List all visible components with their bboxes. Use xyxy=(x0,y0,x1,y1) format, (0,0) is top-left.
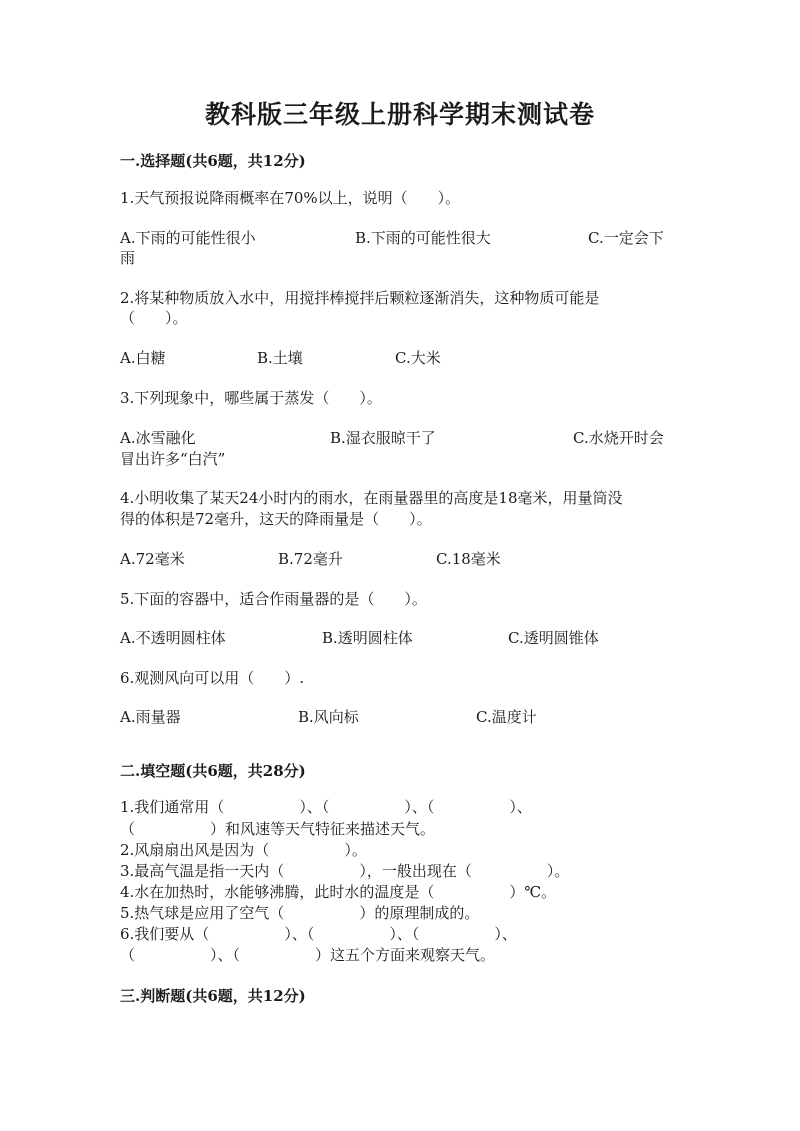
fill-line-4: 3.最高气温是指一天内（ ），一般出现在（ ）。 xyxy=(120,862,570,880)
question-6-stem: 6.观测风向可以用（ ）. xyxy=(120,669,305,687)
section-heading-choice: 一.选择题(共6题，共12分) xyxy=(120,152,306,170)
question-1-option-b: B.下雨的可能性很大 xyxy=(355,229,491,247)
fill-line-3: 2.风扇扇出风是因为（ ）。 xyxy=(120,841,367,859)
question-5-option-a: A.不透明圆柱体 xyxy=(120,629,226,647)
question-3-option-a: A.冰雪融化 xyxy=(120,429,196,447)
section-heading-judge: 三.判断题(共6题，共12分) xyxy=(120,987,306,1005)
question-6-option-a: A.雨量器 xyxy=(120,708,181,726)
exam-title: 教科版三年级上册科学期末测试卷 xyxy=(204,100,595,129)
question-6-option-c: C.温度计 xyxy=(476,708,537,726)
question-4-option-c: C.18毫米 xyxy=(436,550,501,568)
question-1-option-c: C.一定会下 xyxy=(588,229,664,247)
question-1-stem: 1.天气预报说降雨概率在70%以上，说明（ ）。 xyxy=(120,189,461,207)
question-1-option-c-wrap: 雨 xyxy=(120,249,136,267)
question-2-stem-line1: 2.将某种物质放入水中，用搅拌棒搅拌后颗粒逐渐消失，这种物质可能是 xyxy=(120,289,600,307)
fill-line-5: 4.水在加热时，水能够沸腾，此时水的温度是（ ）℃。 xyxy=(120,883,557,901)
question-4-option-a: A.72毫米 xyxy=(120,550,185,568)
question-2-option-c: C.大米 xyxy=(395,349,441,367)
question-5-option-c: C.透明圆锥体 xyxy=(508,629,599,647)
fill-line-2: （ ）和风速等天气特征来描述天气。 xyxy=(120,820,436,838)
question-3-option-b: B.湿衣服晾干了 xyxy=(330,429,436,447)
question-5-option-b: B.透明圆柱体 xyxy=(322,629,413,647)
question-3-stem: 3.下列现象中，哪些属于蒸发（ ）。 xyxy=(120,389,382,407)
fill-line-8: （ ）、（ ）这五个方面来观察天气。 xyxy=(120,946,496,964)
question-5-stem: 5.下面的容器中，适合作雨量器的是（ ）。 xyxy=(120,590,427,608)
question-4-stem-line1: 4.小明收集了某天24小时内的雨水，在雨量器里的高度是18毫米，用量筒没 xyxy=(120,489,623,507)
question-3-option-c: C.水烧开时会 xyxy=(573,429,664,447)
question-2-stem-line2: （ ）。 xyxy=(120,309,188,327)
question-3-option-c-wrap: 冒出许多“白汽” xyxy=(120,450,226,468)
question-1-option-a: A.下雨的可能性很小 xyxy=(120,229,256,247)
question-6-option-b: B.风向标 xyxy=(298,708,359,726)
section-heading-fill: 二.填空题(共6题，共28分) xyxy=(120,762,306,780)
fill-line-7: 6.我们要从（ ）、（ ）、（ ）、 xyxy=(120,925,517,943)
question-2-option-b: B.土壤 xyxy=(257,349,303,367)
fill-line-1: 1.我们通常用（ ）、（ ）、（ ）、 xyxy=(120,798,532,816)
fill-line-6: 5.热气球是应用了空气（ ）的原理制成的。 xyxy=(120,904,480,922)
question-4-option-b: B.72毫升 xyxy=(278,550,343,568)
question-4-stem-line2: 得的体积是72毫升，这天的降雨量是（ ）。 xyxy=(120,510,432,528)
question-2-option-a: A.白糖 xyxy=(120,349,166,367)
